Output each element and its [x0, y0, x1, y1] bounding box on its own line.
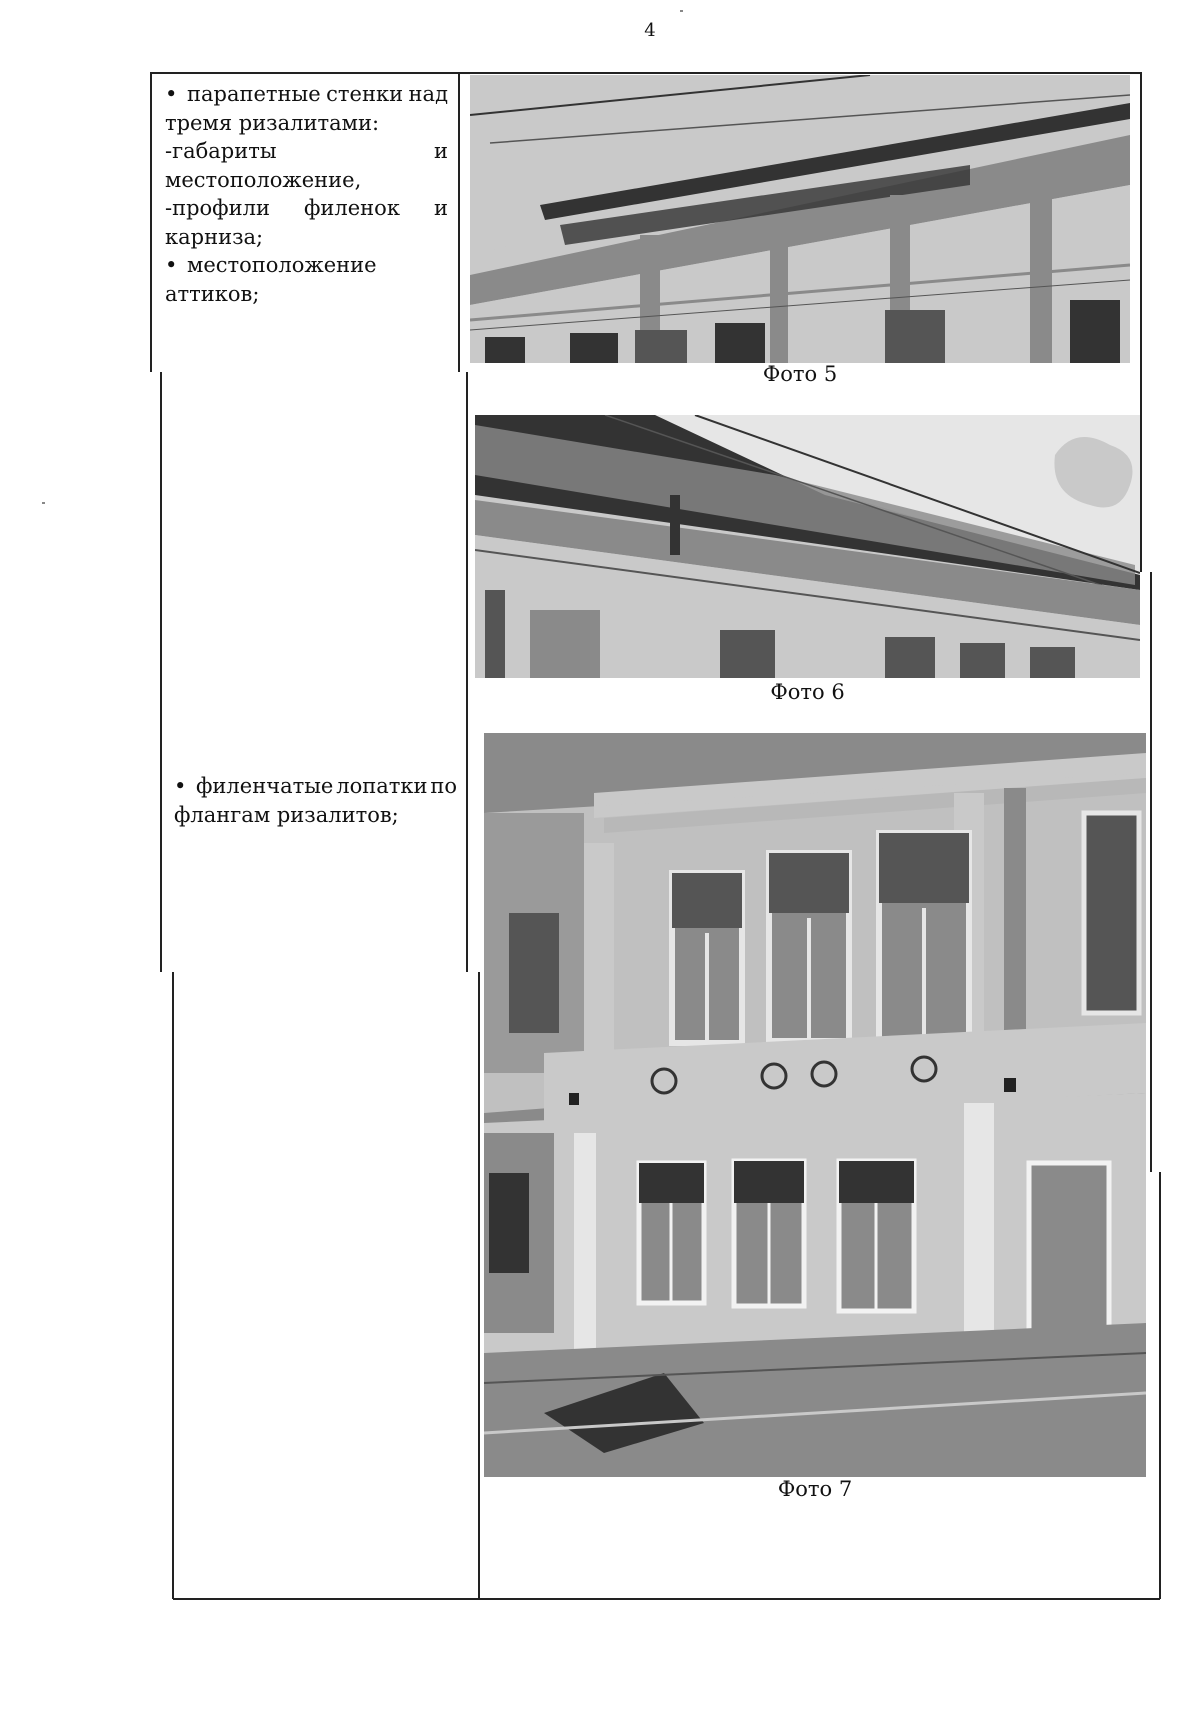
table-top-border: [150, 72, 1140, 74]
table-left-border: [150, 72, 152, 372]
text-word: над: [408, 82, 448, 106]
text-line: флангам ризалитов;: [174, 802, 399, 827]
photo-5: [470, 75, 1130, 363]
text-word: и: [433, 196, 448, 220]
text-line: аттиков;: [165, 281, 260, 306]
text-word: по: [430, 774, 457, 798]
table-column-divider: [466, 372, 468, 972]
photo-5-caption: Фото 5: [762, 362, 838, 386]
table-right-border: [1159, 1172, 1161, 1599]
table-column-divider: [458, 72, 460, 372]
text-word: и: [434, 139, 448, 163]
text-block-parapets: [165, 80, 448, 251]
photo-5-facade-image: [470, 75, 1130, 363]
table-bottom-border: [173, 1598, 1160, 1600]
photo-6-caption: Фото 6: [770, 680, 845, 704]
text-line: карниза;: [165, 224, 264, 249]
text-block-pilasters: [174, 772, 457, 829]
text-line: местоположение,: [165, 167, 362, 192]
table-right-border: [1140, 72, 1142, 572]
photo-7: [484, 733, 1146, 1477]
photo-7-facade-image: [484, 733, 1146, 1477]
table-left-border: [172, 972, 174, 1599]
text-word: -профили: [165, 196, 270, 220]
table-right-border: [1150, 572, 1152, 1172]
text-word: местоположение: [187, 253, 377, 277]
text-word: парапетные: [187, 82, 321, 106]
text-word: лопатки: [336, 774, 428, 798]
table-column-divider: [478, 972, 480, 1599]
table-left-border: [160, 372, 162, 972]
text-line: тремя ризалитами:: [165, 110, 380, 135]
photo-6-facade-image: [475, 415, 1140, 678]
text-word: стенки: [326, 82, 404, 106]
scan-mark: [42, 502, 45, 504]
bullet: •: [174, 774, 187, 798]
bullet: •: [165, 82, 178, 106]
text-word: филенок: [303, 196, 400, 220]
bullet: •: [165, 253, 178, 277]
text-block-attics: [165, 251, 448, 308]
scan-mark: [680, 10, 683, 12]
text-word: филенчатые: [196, 774, 334, 798]
photo-6: [475, 415, 1140, 678]
text-word: -габариты: [165, 139, 277, 163]
photo-7-caption: Фото 7: [777, 1477, 853, 1501]
page-number: 4: [644, 20, 656, 41]
